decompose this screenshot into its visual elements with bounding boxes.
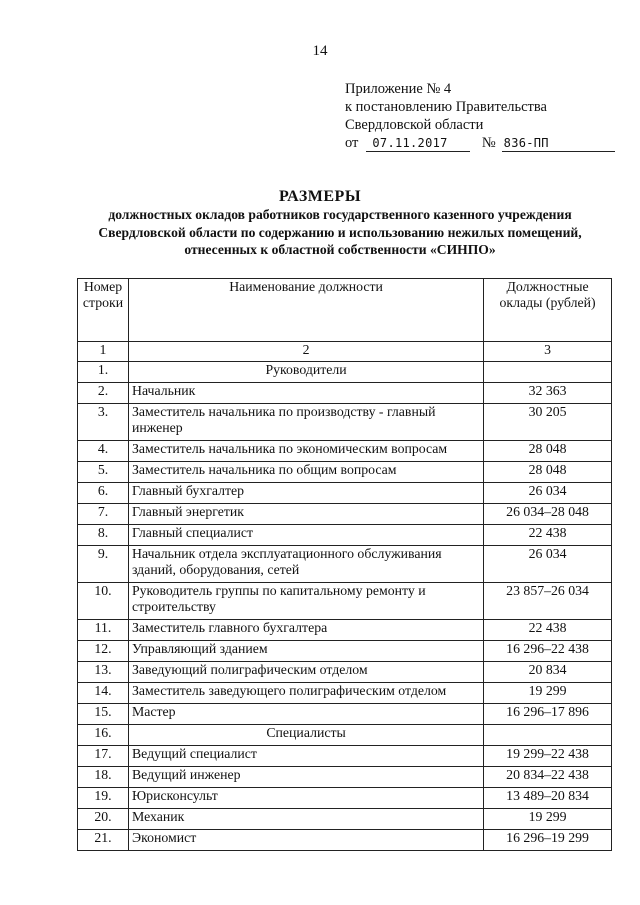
position-name: Начальник xyxy=(128,383,483,404)
salary-value: 23 857–26 034 xyxy=(484,583,612,620)
position-name: Заведующий полиграфическим отделом xyxy=(128,662,483,683)
row-number: 13. xyxy=(78,662,129,683)
section-row xyxy=(78,725,612,746)
salary-value: 28 048 xyxy=(484,441,612,462)
salary-value: 22 438 xyxy=(484,620,612,641)
salary-value xyxy=(484,362,612,383)
position-name: Ведущий инженер xyxy=(128,767,483,788)
position-name: Ведущий специалист xyxy=(128,746,483,767)
position-name: Главный бухгалтер xyxy=(128,483,483,504)
position-name: Заместитель начальника по экономическим вопросам xyxy=(128,441,483,462)
row-number: 2. xyxy=(78,383,129,404)
table-row xyxy=(78,583,612,620)
row-number: 4. xyxy=(78,441,129,462)
salary-value: 26 034–28 048 xyxy=(484,504,612,525)
salary-value: 22 438 xyxy=(484,525,612,546)
column-number: 1 xyxy=(78,342,129,362)
position-name: Заместитель главного бухгалтера xyxy=(128,620,483,641)
table-row xyxy=(78,404,612,441)
table-row xyxy=(78,809,612,830)
date-prefix: от xyxy=(345,135,359,151)
row-number: 20. xyxy=(78,809,129,830)
position-name: Заместитель начальника по общим вопросам xyxy=(128,462,483,483)
appendix-line-2: к постановлению Правительства xyxy=(345,99,547,115)
table-body xyxy=(78,362,612,851)
header-number: Номер строки xyxy=(78,279,129,342)
salary-value: 20 834–22 438 xyxy=(484,767,612,788)
table-row xyxy=(78,620,612,641)
row-number: 6. xyxy=(78,483,129,504)
table-row xyxy=(78,525,612,546)
position-name: Главный специалист xyxy=(128,525,483,546)
header-name: Наименование должности xyxy=(128,279,483,342)
row-number: 11. xyxy=(78,620,129,641)
position-name: Мастер xyxy=(128,704,483,725)
section-title: Специалисты xyxy=(128,725,483,746)
salary-value: 20 834 xyxy=(484,662,612,683)
salary-value: 16 296–22 438 xyxy=(484,641,612,662)
appendix-block xyxy=(345,80,615,152)
row-number: 12. xyxy=(78,641,129,662)
row-number: 17. xyxy=(78,746,129,767)
page-number: 14 xyxy=(312,43,328,59)
salary-value: 19 299–22 438 xyxy=(484,746,612,767)
header-salary: Должностные оклады (рублей) xyxy=(484,279,612,342)
table-row xyxy=(78,704,612,725)
salary-value: 26 034 xyxy=(484,546,612,583)
row-number: 14. xyxy=(78,683,129,704)
position-name: Заместитель заведующего полиграфическим отделом xyxy=(128,683,483,704)
table-header-row xyxy=(78,279,612,342)
table-row xyxy=(78,546,612,583)
table-row xyxy=(78,662,612,683)
position-name: Управляющий зданием xyxy=(128,641,483,662)
column-number: 2 xyxy=(128,342,483,362)
table-row xyxy=(78,383,612,404)
row-number: 9. xyxy=(78,546,129,583)
salary-value: 16 296–17 896 xyxy=(484,704,612,725)
salary-value: 28 048 xyxy=(484,462,612,483)
row-number: 18. xyxy=(78,767,129,788)
position-name: Механик xyxy=(128,809,483,830)
document-title: РАЗМЕРЫ xyxy=(278,188,362,205)
position-name: Заместитель начальника по производству - главный инженер xyxy=(128,404,483,441)
table-row xyxy=(78,462,612,483)
position-name: Начальник отдела эксплуатационного обслуживания зданий, оборудования, сетей xyxy=(128,546,483,583)
table-row xyxy=(78,504,612,525)
position-name: Юрисконсульт xyxy=(128,788,483,809)
table-row xyxy=(78,830,612,851)
table-row xyxy=(78,441,612,462)
row-number: 16. xyxy=(78,725,129,746)
order-number-label: № xyxy=(481,135,496,151)
table-row xyxy=(78,788,612,809)
row-number: 5. xyxy=(78,462,129,483)
salary-value xyxy=(484,725,612,746)
row-number: 3. xyxy=(78,404,129,441)
order-date: 07.11.2017 xyxy=(366,136,469,152)
salary-value: 32 363 xyxy=(484,383,612,404)
salary-value: 13 489–20 834 xyxy=(484,788,612,809)
salary-value: 19 299 xyxy=(484,809,612,830)
column-number: 3 xyxy=(484,342,612,362)
section-title: Руководители xyxy=(128,362,483,383)
salary-value: 19 299 xyxy=(484,683,612,704)
salary-value: 16 296–19 299 xyxy=(484,830,612,851)
appendix-line-3: Свердловской области xyxy=(345,117,484,133)
row-number: 10. xyxy=(78,583,129,620)
order-line xyxy=(345,134,615,152)
table-row xyxy=(78,767,612,788)
row-number: 21. xyxy=(78,830,129,851)
table-row xyxy=(78,683,612,704)
row-number: 7. xyxy=(78,504,129,525)
order-number: 836-ПП xyxy=(502,136,615,152)
salary-value: 30 205 xyxy=(484,404,612,441)
position-name: Руководитель группы по капитальному ремонту и строительству xyxy=(128,583,483,620)
row-number: 19. xyxy=(78,788,129,809)
table-row xyxy=(78,641,612,662)
position-name: Главный энергетик xyxy=(128,504,483,525)
row-number: 1. xyxy=(78,362,129,383)
row-number: 8. xyxy=(78,525,129,546)
position-name: Экономист xyxy=(128,830,483,851)
column-number-row xyxy=(78,342,612,362)
table-row xyxy=(78,746,612,767)
document-subtitle: должностных окладов работников государственного казенного учреждения Свердловской области по содержанию и использованию нежилых помещений, отнесенных к областной собственности «СИНПО» xyxy=(98,207,582,257)
salary-value: 26 034 xyxy=(484,483,612,504)
section-row xyxy=(78,362,612,383)
appendix-line-1: Приложение № 4 xyxy=(345,81,452,97)
row-number: 15. xyxy=(78,704,129,725)
table-row xyxy=(78,483,612,504)
salary-table xyxy=(77,278,612,851)
